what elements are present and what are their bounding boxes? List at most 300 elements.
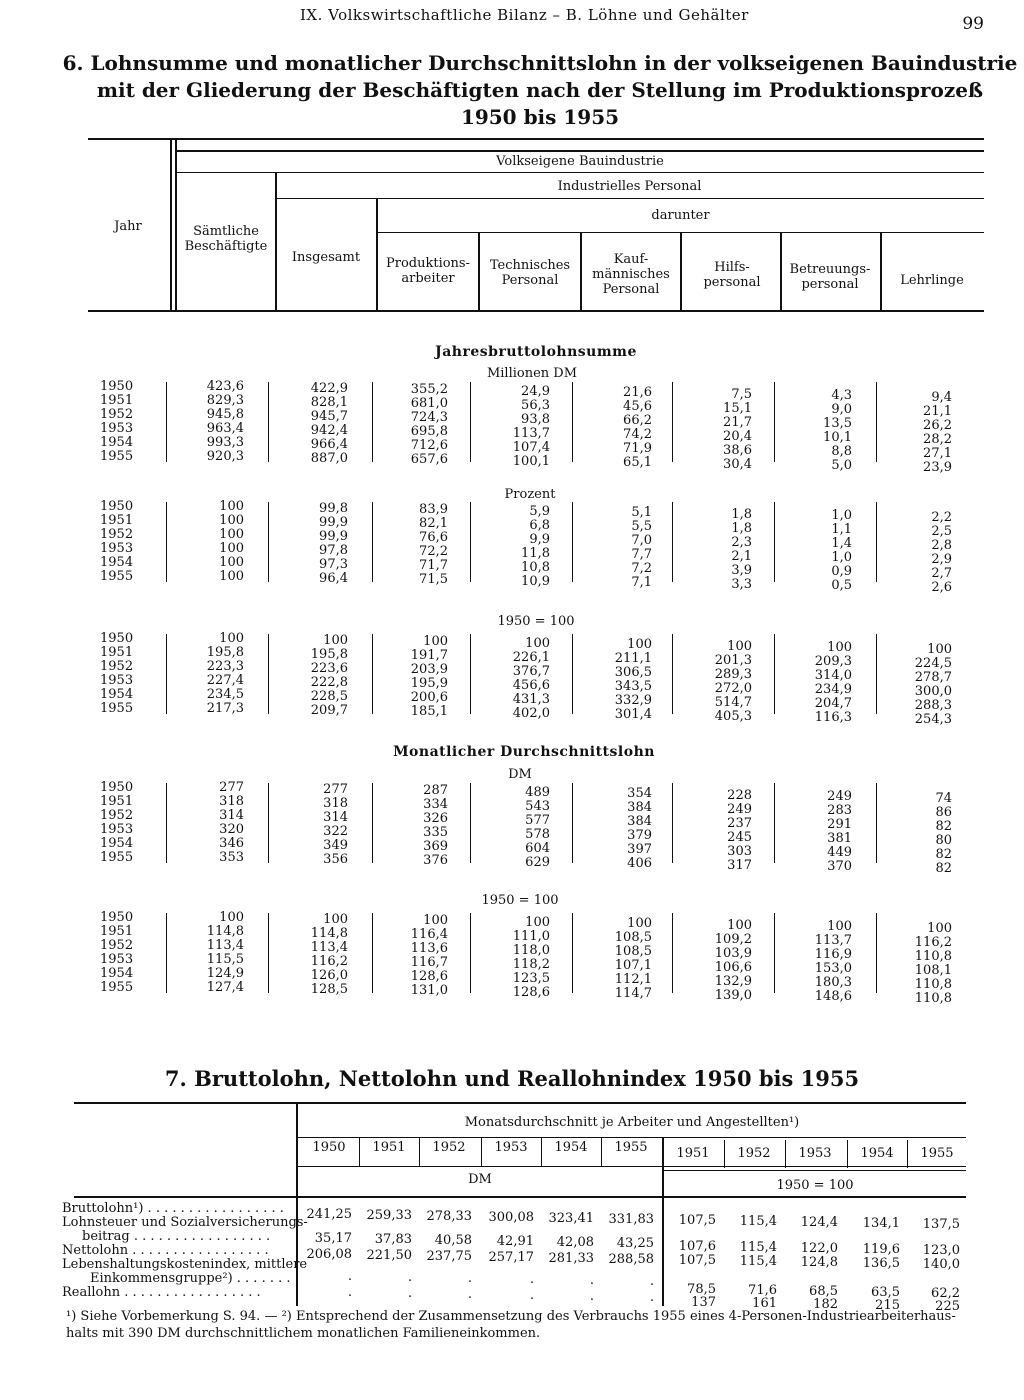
year-cell: 1950 [100,910,134,925]
value-cell: 204,7 [814,696,852,711]
table7-index-cell: 137 [691,1295,716,1310]
column-separator [672,783,673,863]
value-cell: 100 [927,641,952,657]
value-cell: 100 [423,634,448,649]
value-cell: 2,6 [931,579,952,595]
column-separator [166,783,167,863]
value-cell: 123,5 [512,970,550,986]
value-cell: 56,3 [521,397,550,413]
table7-dm-cell: . [347,1285,352,1300]
table7-year-header: 1950 [312,1140,346,1155]
year-cell: 1952 [100,659,134,674]
value-cell: 402,0 [512,705,550,721]
column-separator [470,382,471,462]
value-cell: 24,9 [521,383,550,399]
value-cell: 100,1 [512,453,550,469]
value-cell: 74,2 [623,427,652,442]
value-cell: 10,8 [521,559,550,575]
value-cell: 71,5 [419,572,448,587]
table7-year-separator [419,1138,420,1166]
footnotes [66,1308,966,1342]
year-cell: 1950 [100,499,134,514]
table7-index-cell: 119,6 [862,1242,900,1257]
year-cell: 1954 [100,966,134,981]
value-cell: 107,1 [614,958,652,973]
value-cell: 2,7 [931,565,952,581]
table7-vline [296,1104,298,1306]
value-cell: 195,8 [310,646,348,662]
value-cell: 82 [935,860,952,876]
value-cell: 3,3 [731,576,752,592]
value-cell: 86 [935,804,952,820]
section-jahresbruttolohnsumme: Jahresbruttolohnsumme [435,344,637,360]
table6-vline [170,140,172,310]
value-cell: 113,7 [814,933,852,948]
value-cell: 108,5 [614,930,652,945]
value-cell: 1,8 [731,520,752,536]
value-cell: 65,1 [623,455,652,470]
value-cell: 71,7 [419,558,448,573]
value-column [582,787,652,871]
value-cell: 993,3 [206,435,244,450]
value-cell: 99,9 [319,528,348,544]
value-cell: 10,9 [521,573,550,589]
column-separator [876,382,877,462]
table7-dm-cell: 300,08 [488,1210,534,1225]
value-cell: 4,3 [831,388,852,403]
value-cell: 224,5 [914,655,952,671]
value-cell: 320 [219,822,244,837]
value-cell: 209,3 [814,654,852,669]
value-column [278,783,348,867]
col-header-hilfspersonal: Hilfs-personal [703,260,761,290]
value-cell: 100 [219,499,244,514]
value-cell: 942,4 [310,422,348,438]
table7-index-cell: 115,4 [739,1254,777,1269]
col-header-lehrlinge: Lehrlinge [900,273,964,288]
value-cell: 195,9 [410,676,448,691]
column-separator [876,502,877,582]
value-cell: 108,1 [914,962,952,978]
value-cell: 114,8 [310,925,348,941]
year-cell: 1950 [100,379,134,394]
value-cell: 21,7 [723,414,752,430]
table6-vline [780,232,782,310]
value-cell: 5,9 [529,503,550,519]
value-cell: 27,1 [923,445,952,461]
table7-year-header: 1951 [372,1140,406,1155]
value-cell: 118,2 [512,956,550,972]
value-cell: 2,9 [931,551,952,567]
value-column [682,508,752,592]
value-cell: 100 [219,910,244,925]
column-separator [470,634,471,714]
value-column [278,634,348,718]
value-cell: 423,6 [206,379,244,394]
value-cell: 577 [525,812,550,828]
table7-dm-cell: . [347,1269,352,1284]
value-cell: 100 [727,917,752,933]
value-cell: 30,4 [723,456,752,472]
table6-title-line1: 6. Lohnsumme und monatlicher Durchschnittslohn in der volkseigenen Bauindustrie [62,51,1018,75]
column-separator [572,502,573,582]
value-cell: 489 [525,784,550,800]
value-cell: 0,5 [831,578,852,593]
value-cell: 99,9 [319,514,348,530]
column-separator [372,382,373,462]
table7-index-cell: 161 [752,1296,777,1311]
value-cell: 114,7 [614,986,652,1001]
value-cell: 300,0 [914,683,952,699]
column-separator [876,913,877,993]
year-cell: 1955 [100,701,134,716]
value-cell: 107,4 [512,439,550,455]
year-cell: 1954 [100,687,134,702]
value-cell: 381 [827,831,852,846]
value-column [480,637,550,721]
value-column [682,789,752,873]
value-cell: 112,1 [614,972,652,987]
value-cell: 966,4 [310,436,348,452]
value-cell: 326 [423,811,448,826]
value-cell: 45,6 [623,399,652,414]
column-separator [774,634,775,714]
table7-dm-cell: 331,83 [608,1212,654,1227]
value-cell: 100 [219,569,244,584]
value-cell: 277 [219,780,244,795]
value-cell: 118,0 [512,942,550,958]
table7-index-cell: 225 [935,1299,960,1314]
value-cell: 203,9 [410,662,448,677]
value-cell: 217,3 [206,701,244,716]
table7-year-separator [541,1138,542,1166]
value-cell: 100 [927,920,952,936]
table7-header-main: Monatsdurchschnitt je Arbeiter und Angestellten¹) [464,1115,800,1130]
table7-rule [298,1166,966,1167]
table7-index-cell: 215 [875,1298,900,1313]
table7-dm-cell: . [407,1286,412,1301]
value-cell: 3,9 [731,562,752,578]
value-cell: 343,5 [614,679,652,694]
col-header-saemtliche: Sämtliche Beschäftigte [184,224,268,254]
value-cell: 7,1 [631,575,652,590]
table7-year-header: 1951 [676,1146,710,1161]
value-cell: 306,5 [614,665,652,680]
table7-rule [298,1137,966,1138]
value-cell: 578 [525,826,550,842]
col-header-jahr: Jahr [114,219,142,234]
table7-row-label-beitrag: beitrag . . . . . . . . . . . . . . . . . [82,1229,271,1244]
column-separator [774,382,775,462]
value-cell: 456,6 [512,677,550,693]
value-cell: 237 [727,815,752,831]
table7-year-header: 1954 [860,1146,894,1161]
col-header-industrielles: Industrielles Personal [557,179,702,194]
value-column [782,389,852,473]
value-cell: 103,9 [714,945,752,961]
col-header-darunter: darunter [651,208,710,223]
value-column [480,505,550,589]
table7-index-cell: 107,6 [678,1239,716,1254]
value-cell: 200,6 [410,690,448,705]
value-cell: 7,7 [631,547,652,562]
value-cell: 277 [323,781,348,797]
year-cell: 1950 [100,631,134,646]
value-cell: 191,7 [410,648,448,663]
table7-dm-cell: . [649,1274,654,1289]
value-column [782,920,852,1004]
value-column [582,917,652,1001]
year-cell: 1953 [100,822,134,837]
unit-dm: DM [508,767,532,782]
col-header-insgesamt: Insgesamt [291,250,361,265]
value-cell: 100 [219,631,244,646]
value-cell: 1,4 [831,536,852,551]
year-cell: 1952 [100,808,134,823]
table7-index-cell: 78,5 [687,1282,716,1297]
value-cell: 397 [627,842,652,857]
value-cell: 72,2 [419,544,448,559]
value-cell: 209,7 [310,702,348,718]
value-cell: 96,4 [319,570,348,586]
table7-header-bottom-rule [74,1196,966,1198]
value-cell: 376 [423,853,448,868]
table7-row-label-reallohn: Reallohn . . . . . . . . . . . . . . . . . [62,1285,261,1300]
value-column [782,641,852,725]
column-separator [672,502,673,582]
value-cell: 114,8 [206,924,244,939]
value-cell: 384 [627,814,652,829]
value-cell: 128,6 [512,984,550,1000]
year-cell: 1954 [100,836,134,851]
unit-millionen-dm: Millionen DM [486,366,578,381]
value-cell: 2,5 [931,523,952,539]
value-column [378,914,448,998]
value-cell: 9,9 [529,531,550,547]
table7-index-cell: 124,4 [800,1215,838,1230]
value-cell: 100 [219,527,244,542]
value-cell: 115,5 [206,952,244,967]
year-cell: 1953 [100,421,134,436]
value-cell: 228 [727,787,752,803]
table6-header-bottom-rule [88,310,984,312]
table7-dm-cell: . [407,1270,412,1285]
column-separator [774,913,775,993]
value-cell: 132,9 [714,973,752,989]
table7-dm-cell: 40,58 [434,1233,472,1248]
value-cell: 110,8 [914,990,952,1006]
value-cell: 5,1 [631,505,652,520]
year-cell: 1954 [100,435,134,450]
value-column [682,640,752,724]
value-cell: 349 [323,837,348,853]
column-separator [268,783,269,863]
value-cell: 153,0 [814,961,852,976]
value-column [882,643,952,727]
value-cell: 223,3 [206,659,244,674]
table7-year-header: 1954 [554,1140,588,1155]
value-column [278,382,348,466]
table7-index-cell: 115,4 [739,1240,777,1255]
value-cell: 82,1 [419,516,448,531]
value-column [174,500,244,584]
column-separator [268,634,269,714]
value-cell: 97,3 [319,556,348,572]
value-cell: 283 [827,803,852,818]
table7-index-cell: 107,5 [678,1213,716,1228]
value-cell: 291 [827,817,852,832]
value-cell: 100 [525,914,550,930]
value-cell: 322 [323,823,348,839]
table6-rule-volkseigene [176,172,984,173]
value-cell: 38,6 [723,442,752,458]
value-cell: 23,9 [923,459,952,475]
value-column [582,638,652,722]
value-cell: 314 [219,808,244,823]
value-cell: 128,5 [310,981,348,997]
value-column [882,511,952,595]
value-cell: 74 [935,790,952,806]
col-header-betreuungspersonal: Betreuungs-personal [789,262,871,292]
table7-index-cell: 182 [813,1297,838,1312]
value-cell: 113,4 [206,938,244,953]
year-cell: 1952 [100,407,134,422]
table7-dm-cell: 237,75 [426,1249,472,1264]
value-cell: 9,4 [931,389,952,405]
table6-vline [478,232,480,310]
table7-unit-index: 1950 = 100 [776,1178,854,1193]
value-column [782,509,852,593]
value-cell: 920,3 [206,449,244,464]
value-cell: 100 [627,637,652,652]
value-cell: 66,2 [623,413,652,428]
value-cell: 100 [219,555,244,570]
unit-prozent: Prozent [504,487,556,502]
value-cell: 234,9 [814,682,852,697]
value-cell: 82 [935,818,952,834]
value-cell: 127,4 [206,980,244,995]
value-cell: 712,6 [410,438,448,453]
value-cell: 126,0 [310,967,348,983]
value-cell: 100 [727,638,752,654]
value-cell: 249 [827,789,852,804]
value-column [378,503,448,587]
table7-year-header: 1953 [494,1140,528,1155]
table7-dm-cell: 43,25 [616,1236,654,1251]
value-cell: 71,9 [623,441,652,456]
value-cell: 1,1 [831,522,852,537]
year-column [100,380,133,464]
value-cell: 288,3 [914,697,952,713]
table7-dm-cell: 221,50 [366,1248,412,1263]
value-cell: 543 [525,798,550,814]
year-cell: 1951 [100,393,134,408]
year-cell: 1955 [100,980,134,995]
value-cell: 289,3 [714,666,752,682]
value-cell: 303 [727,843,752,859]
year-cell: 1953 [100,952,134,967]
value-cell: 223,6 [310,660,348,676]
value-cell: 318 [323,795,348,811]
value-cell: 10,1 [823,430,852,445]
value-cell: 100 [525,635,550,651]
column-separator [572,783,573,863]
value-cell: 21,6 [623,385,652,400]
value-cell: 97,8 [319,542,348,558]
column-separator [876,634,877,714]
table6-vline [580,232,582,310]
table7-title: 7. Bruttolohn, Nettolohn und Reallohnindex 1950 bis 1955 [164,1066,860,1091]
value-cell: 1,8 [731,506,752,522]
year-column [100,911,133,995]
column-separator [372,913,373,993]
value-column [882,922,952,1006]
column-separator [470,913,471,993]
table7-rule [664,1170,966,1171]
value-cell: 7,2 [631,561,652,576]
value-cell: 139,0 [714,987,752,1003]
value-column [882,792,952,876]
table7-index-cell: 68,5 [809,1284,838,1299]
value-cell: 346 [219,836,244,851]
table6-title-line3: 1950 bis 1955 [460,105,620,129]
value-cell: 353 [219,850,244,865]
value-cell: 317 [727,857,752,873]
table7-unit-dm: DM [468,1172,492,1187]
table7-row-label-lebenshaltung: Lebenshaltungskostenindex, mittlere [62,1257,308,1272]
table7-dm-cell: . [589,1273,594,1288]
column-separator [372,783,373,863]
value-cell: 1,0 [831,508,852,523]
table6-top-rule [88,138,984,140]
column-separator [166,634,167,714]
running-header: IX. Volkswirtschaftliche Bilanz – B. Löhne und Gehälter [300,6,749,24]
year-cell: 1953 [100,673,134,688]
value-cell: 106,6 [714,959,752,975]
value-cell: 245 [727,829,752,845]
value-cell: 5,5 [631,519,652,534]
value-cell: 354 [627,786,652,801]
value-cell: 100 [219,541,244,556]
value-cell: 7,0 [631,533,652,548]
value-cell: 195,8 [206,645,244,660]
value-cell: 113,7 [512,425,550,441]
value-cell: 318 [219,794,244,809]
value-column [378,784,448,868]
column-separator [372,502,373,582]
value-cell: 13,5 [823,416,852,431]
value-cell: 28,2 [923,431,952,447]
year-column [100,781,133,865]
column-separator [372,634,373,714]
value-cell: 113,4 [310,939,348,955]
year-cell: 1955 [100,850,134,865]
value-cell: 100 [323,632,348,648]
value-column [378,383,448,467]
column-separator [774,502,775,582]
table7-dm-cell: . [467,1287,472,1302]
year-cell: 1951 [100,513,134,528]
table7-year-separator [724,1140,725,1168]
value-cell: 431,3 [512,691,550,707]
value-cell: 100 [219,513,244,528]
value-cell: 211,1 [614,651,652,666]
value-cell: 422,9 [310,380,348,396]
table7-row-label-bruttolohn: Bruttolohn¹) . . . . . . . . . . . . . . . . . [62,1201,284,1216]
value-cell: 370 [827,859,852,874]
value-column [480,786,550,870]
table7-index-cell: 62,2 [931,1286,960,1301]
